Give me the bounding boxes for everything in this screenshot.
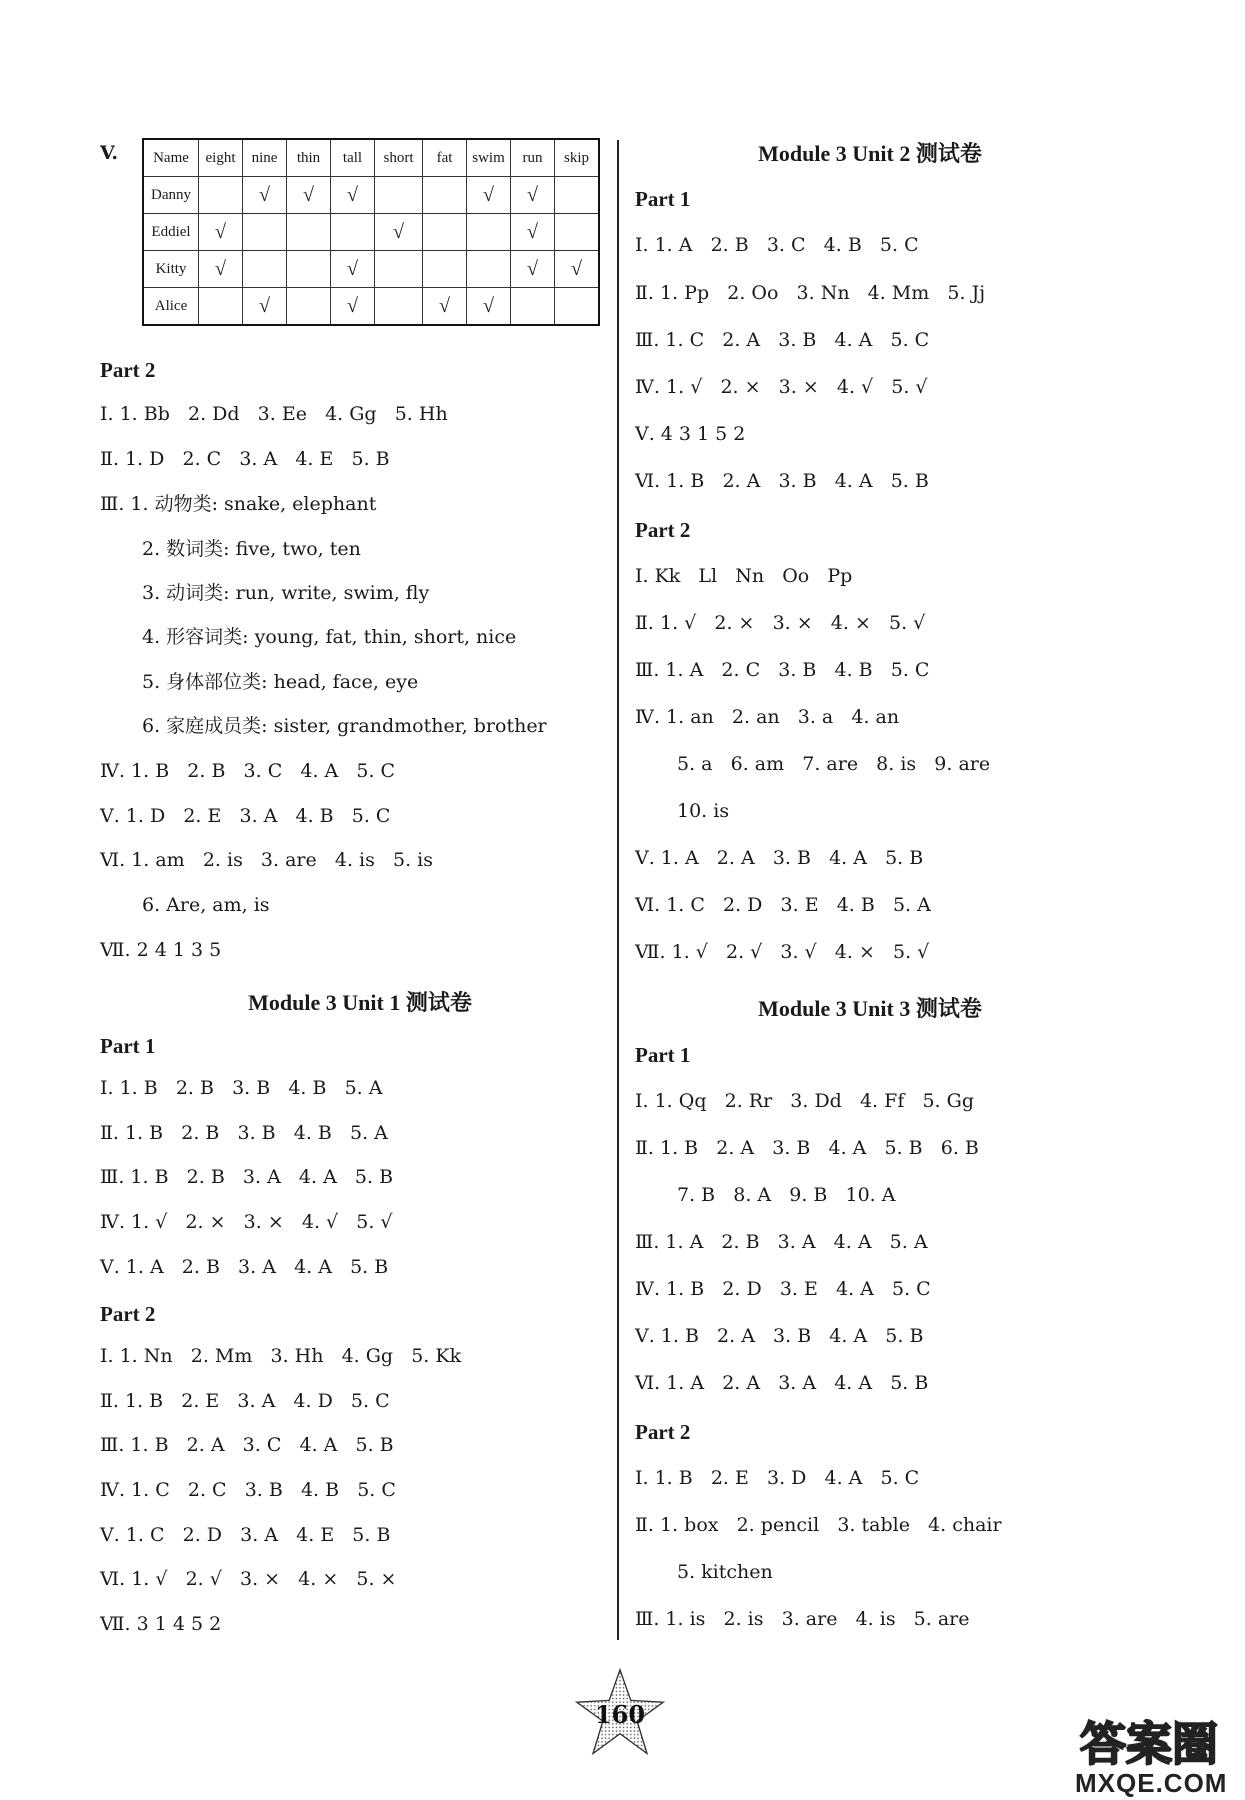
- answer-line: Ⅳ. 1. √ 2. × 3. × 4. √ 5. √: [100, 1211, 393, 1233]
- watermark-domain: MXQE.COM: [1075, 1768, 1228, 1798]
- answer-line: Ⅶ. 1. √ 2. √ 3. √ 4. × 5. √: [635, 941, 930, 963]
- table-header-cell: fat: [423, 139, 467, 177]
- table-row: [143, 214, 599, 251]
- table-cell: √: [243, 177, 287, 214]
- answer-line: Ⅵ. 1. C 2. D 3. E 4. B 5. A: [635, 894, 931, 916]
- answer-line: Ⅳ. 1. B 2. B 3. C 4. A 5. C: [100, 760, 396, 782]
- answer-line: 2. 数词类: five, two, ten: [142, 538, 361, 560]
- table-cell: [243, 214, 287, 251]
- table-cell: √: [331, 177, 375, 214]
- activity-table: [142, 138, 600, 326]
- answer-line: Ⅰ. 1. B 2. B 3. B 4. B 5. A: [100, 1077, 383, 1099]
- answer-line: Ⅴ. 1. A 2. A 3. B 4. A 5. B: [635, 847, 924, 869]
- row-name: Kitty: [143, 251, 199, 288]
- answer-line: Ⅳ. 1. B 2. D 3. E 4. A 5. C: [635, 1278, 931, 1300]
- part-heading: Part 1: [635, 187, 691, 211]
- answer-line: Ⅵ. 1. A 2. A 3. A 4. A 5. B: [635, 1372, 929, 1394]
- table-header-cell: short: [375, 139, 423, 177]
- row-name: Eddiel: [143, 214, 199, 251]
- watermark-logo: 答案圈: [1080, 1717, 1218, 1771]
- answer-line: Ⅲ. 1. A 2. C 3. B 4. B 5. C: [635, 659, 930, 681]
- answer-line: 5. a 6. am 7. are 8. is 9. are: [677, 753, 991, 775]
- answer-line: Ⅳ. 1. an 2. an 3. a 4. an: [635, 706, 900, 728]
- row-name: Alice: [143, 288, 199, 326]
- table-cell: √: [243, 288, 287, 326]
- table-header-cell: Name: [143, 139, 199, 177]
- table-cell: [243, 251, 287, 288]
- table-cell: [331, 214, 375, 251]
- answer-line: Ⅵ. 1. √ 2. √ 3. × 4. × 5. ×: [100, 1568, 397, 1590]
- table-cell: √: [511, 251, 555, 288]
- answer-line: Ⅶ. 3 1 4 5 2: [100, 1613, 222, 1635]
- answer-line: 6. Are, am, is: [142, 894, 270, 916]
- table-cell: [423, 214, 467, 251]
- answer-line: Ⅱ. 1. Pp 2. Oo 3. Nn 4. Mm 5. Jj: [635, 282, 986, 304]
- table-header-cell: skip: [555, 139, 600, 177]
- answer-line: Ⅰ. 1. B 2. E 3. D 4. A 5. C: [635, 1467, 920, 1489]
- table-row: [143, 288, 599, 326]
- table-cell: [375, 177, 423, 214]
- answer-line: Ⅱ. 1. B 2. A 3. B 4. A 5. B 6. B: [635, 1137, 979, 1159]
- answer-line: Ⅰ. 1. Qq 2. Rr 3. Dd 4. Ff 5. Gg: [635, 1090, 974, 1112]
- answer-line: Ⅵ. 1. B 2. A 3. B 4. A 5. B: [635, 470, 929, 492]
- table-cell: [555, 177, 600, 214]
- table-header-cell: eight: [199, 139, 243, 177]
- table-cell: [511, 288, 555, 326]
- answer-line: Ⅴ. 1. C 2. D 3. A 4. E 5. B: [100, 1524, 391, 1546]
- answer-line: Ⅰ. 1. A 2. B 3. C 4. B 5. C: [635, 234, 919, 256]
- right-column: [635, 0, 1105, 1800]
- answer-line: Ⅲ. 1. C 2. A 3. B 4. A 5. C: [635, 329, 930, 351]
- table-cell: [423, 251, 467, 288]
- table-cell: √: [375, 214, 423, 251]
- table-cell: [375, 251, 423, 288]
- answer-line: 7. B 8. A 9. B 10. A: [677, 1184, 896, 1206]
- table-cell: √: [287, 177, 331, 214]
- answer-line: 5. kitchen: [677, 1561, 773, 1583]
- table-cell: √: [511, 214, 555, 251]
- answer-line: 10. is: [677, 800, 730, 822]
- answer-line: Ⅴ. 1. B 2. A 3. B 4. A 5. B: [635, 1325, 924, 1347]
- answer-line: 3. 动词类: run, write, swim, fly: [142, 582, 430, 604]
- section-title: Module 3 Unit 3 测试卷: [758, 996, 982, 1021]
- table-label: V.: [100, 142, 119, 164]
- table-row: [143, 177, 599, 214]
- answer-line: Ⅲ. 1. 动物类: snake, elephant: [100, 493, 377, 515]
- table-header-cell: tall: [331, 139, 375, 177]
- answer-line: Ⅲ. 1. A 2. B 3. A 4. A 5. A: [635, 1231, 928, 1253]
- answer-line: Ⅰ. 1. Bb 2. Dd 3. Ee 4. Gg 5. Hh: [100, 403, 448, 425]
- answer-line: Ⅲ. 1. is 2. is 3. are 4. is 5. are: [635, 1608, 970, 1630]
- answer-line: Ⅲ. 1. B 2. B 3. A 4. A 5. B: [100, 1166, 394, 1188]
- answer-line: Ⅱ. 1. box 2. pencil 3. table 4. chair: [635, 1514, 1002, 1536]
- table-cell: [555, 214, 600, 251]
- answer-line: Ⅳ. 1. C 2. C 3. B 4. B 5. C: [100, 1479, 396, 1501]
- section-title: Module 3 Unit 1 测试卷: [248, 990, 472, 1015]
- table-cell: √: [423, 288, 467, 326]
- table-cell: [375, 288, 423, 326]
- answer-line: Ⅱ. 1. B 2. E 3. A 4. D 5. C: [100, 1390, 390, 1412]
- part-heading: Part 2: [100, 358, 156, 382]
- table-cell: [199, 177, 243, 214]
- table-cell: [467, 251, 511, 288]
- table-cell: √: [199, 214, 243, 251]
- answer-line: Ⅱ. 1. B 2. B 3. B 4. B 5. A: [100, 1122, 388, 1144]
- answer-line: Ⅶ. 2 4 1 3 5: [100, 939, 222, 961]
- table-cell: [199, 288, 243, 326]
- answer-line: 6. 家庭成员类: sister, grandmother, brother: [142, 715, 547, 737]
- page-number: 160: [594, 1700, 646, 1729]
- table-header-cell: run: [511, 139, 555, 177]
- table-cell: √: [199, 251, 243, 288]
- table-cell: √: [331, 251, 375, 288]
- table-cell: √: [467, 288, 511, 326]
- table-cell: [287, 288, 331, 326]
- table-cell: [287, 251, 331, 288]
- part-heading: Part 2: [635, 518, 691, 542]
- table-cell: √: [555, 251, 600, 288]
- table-cell: √: [467, 177, 511, 214]
- table-cell: [467, 214, 511, 251]
- part-heading: Part 2: [635, 1420, 691, 1444]
- left-column: [100, 0, 620, 1800]
- table-cell: √: [511, 177, 555, 214]
- answer-line: Ⅴ. 4 3 1 5 2: [635, 423, 746, 445]
- answer-line: Ⅴ. 1. D 2. E 3. A 4. B 5. C: [100, 805, 391, 827]
- answer-line: Ⅴ. 1. A 2. B 3. A 4. A 5. B: [100, 1256, 389, 1278]
- answer-line: Ⅱ. 1. √ 2. × 3. × 4. × 5. √: [635, 612, 926, 634]
- table-cell: [423, 177, 467, 214]
- table-header-cell: swim: [467, 139, 511, 177]
- table-cell: [555, 288, 600, 326]
- part-heading: Part 1: [100, 1034, 156, 1058]
- table-header-row: [143, 139, 599, 177]
- table-cell: [287, 214, 331, 251]
- section-title: Module 3 Unit 2 测试卷: [758, 141, 982, 166]
- answer-line: Ⅰ. Kk Ll Nn Oo Pp: [635, 565, 853, 587]
- row-name: Danny: [143, 177, 199, 214]
- answer-line: 4. 形容词类: young, fat, thin, short, nice: [142, 626, 517, 648]
- table-cell: √: [331, 288, 375, 326]
- part-heading: Part 1: [635, 1043, 691, 1067]
- answer-line: Ⅲ. 1. B 2. A 3. C 4. A 5. B: [100, 1434, 394, 1456]
- table-header-cell: thin: [287, 139, 331, 177]
- part-heading: Part 2: [100, 1302, 156, 1326]
- answer-line: 5. 身体部位类: head, face, eye: [142, 671, 419, 693]
- table-row: [143, 251, 599, 288]
- table-header-cell: nine: [243, 139, 287, 177]
- answer-line: Ⅳ. 1. √ 2. × 3. × 4. √ 5. √: [635, 376, 928, 398]
- answer-line: Ⅱ. 1. D 2. C 3. A 4. E 5. B: [100, 448, 390, 470]
- answer-line: Ⅰ. 1. Nn 2. Mm 3. Hh 4. Gg 5. Kk: [100, 1345, 462, 1367]
- answer-line: Ⅵ. 1. am 2. is 3. are 4. is 5. is: [100, 849, 433, 871]
